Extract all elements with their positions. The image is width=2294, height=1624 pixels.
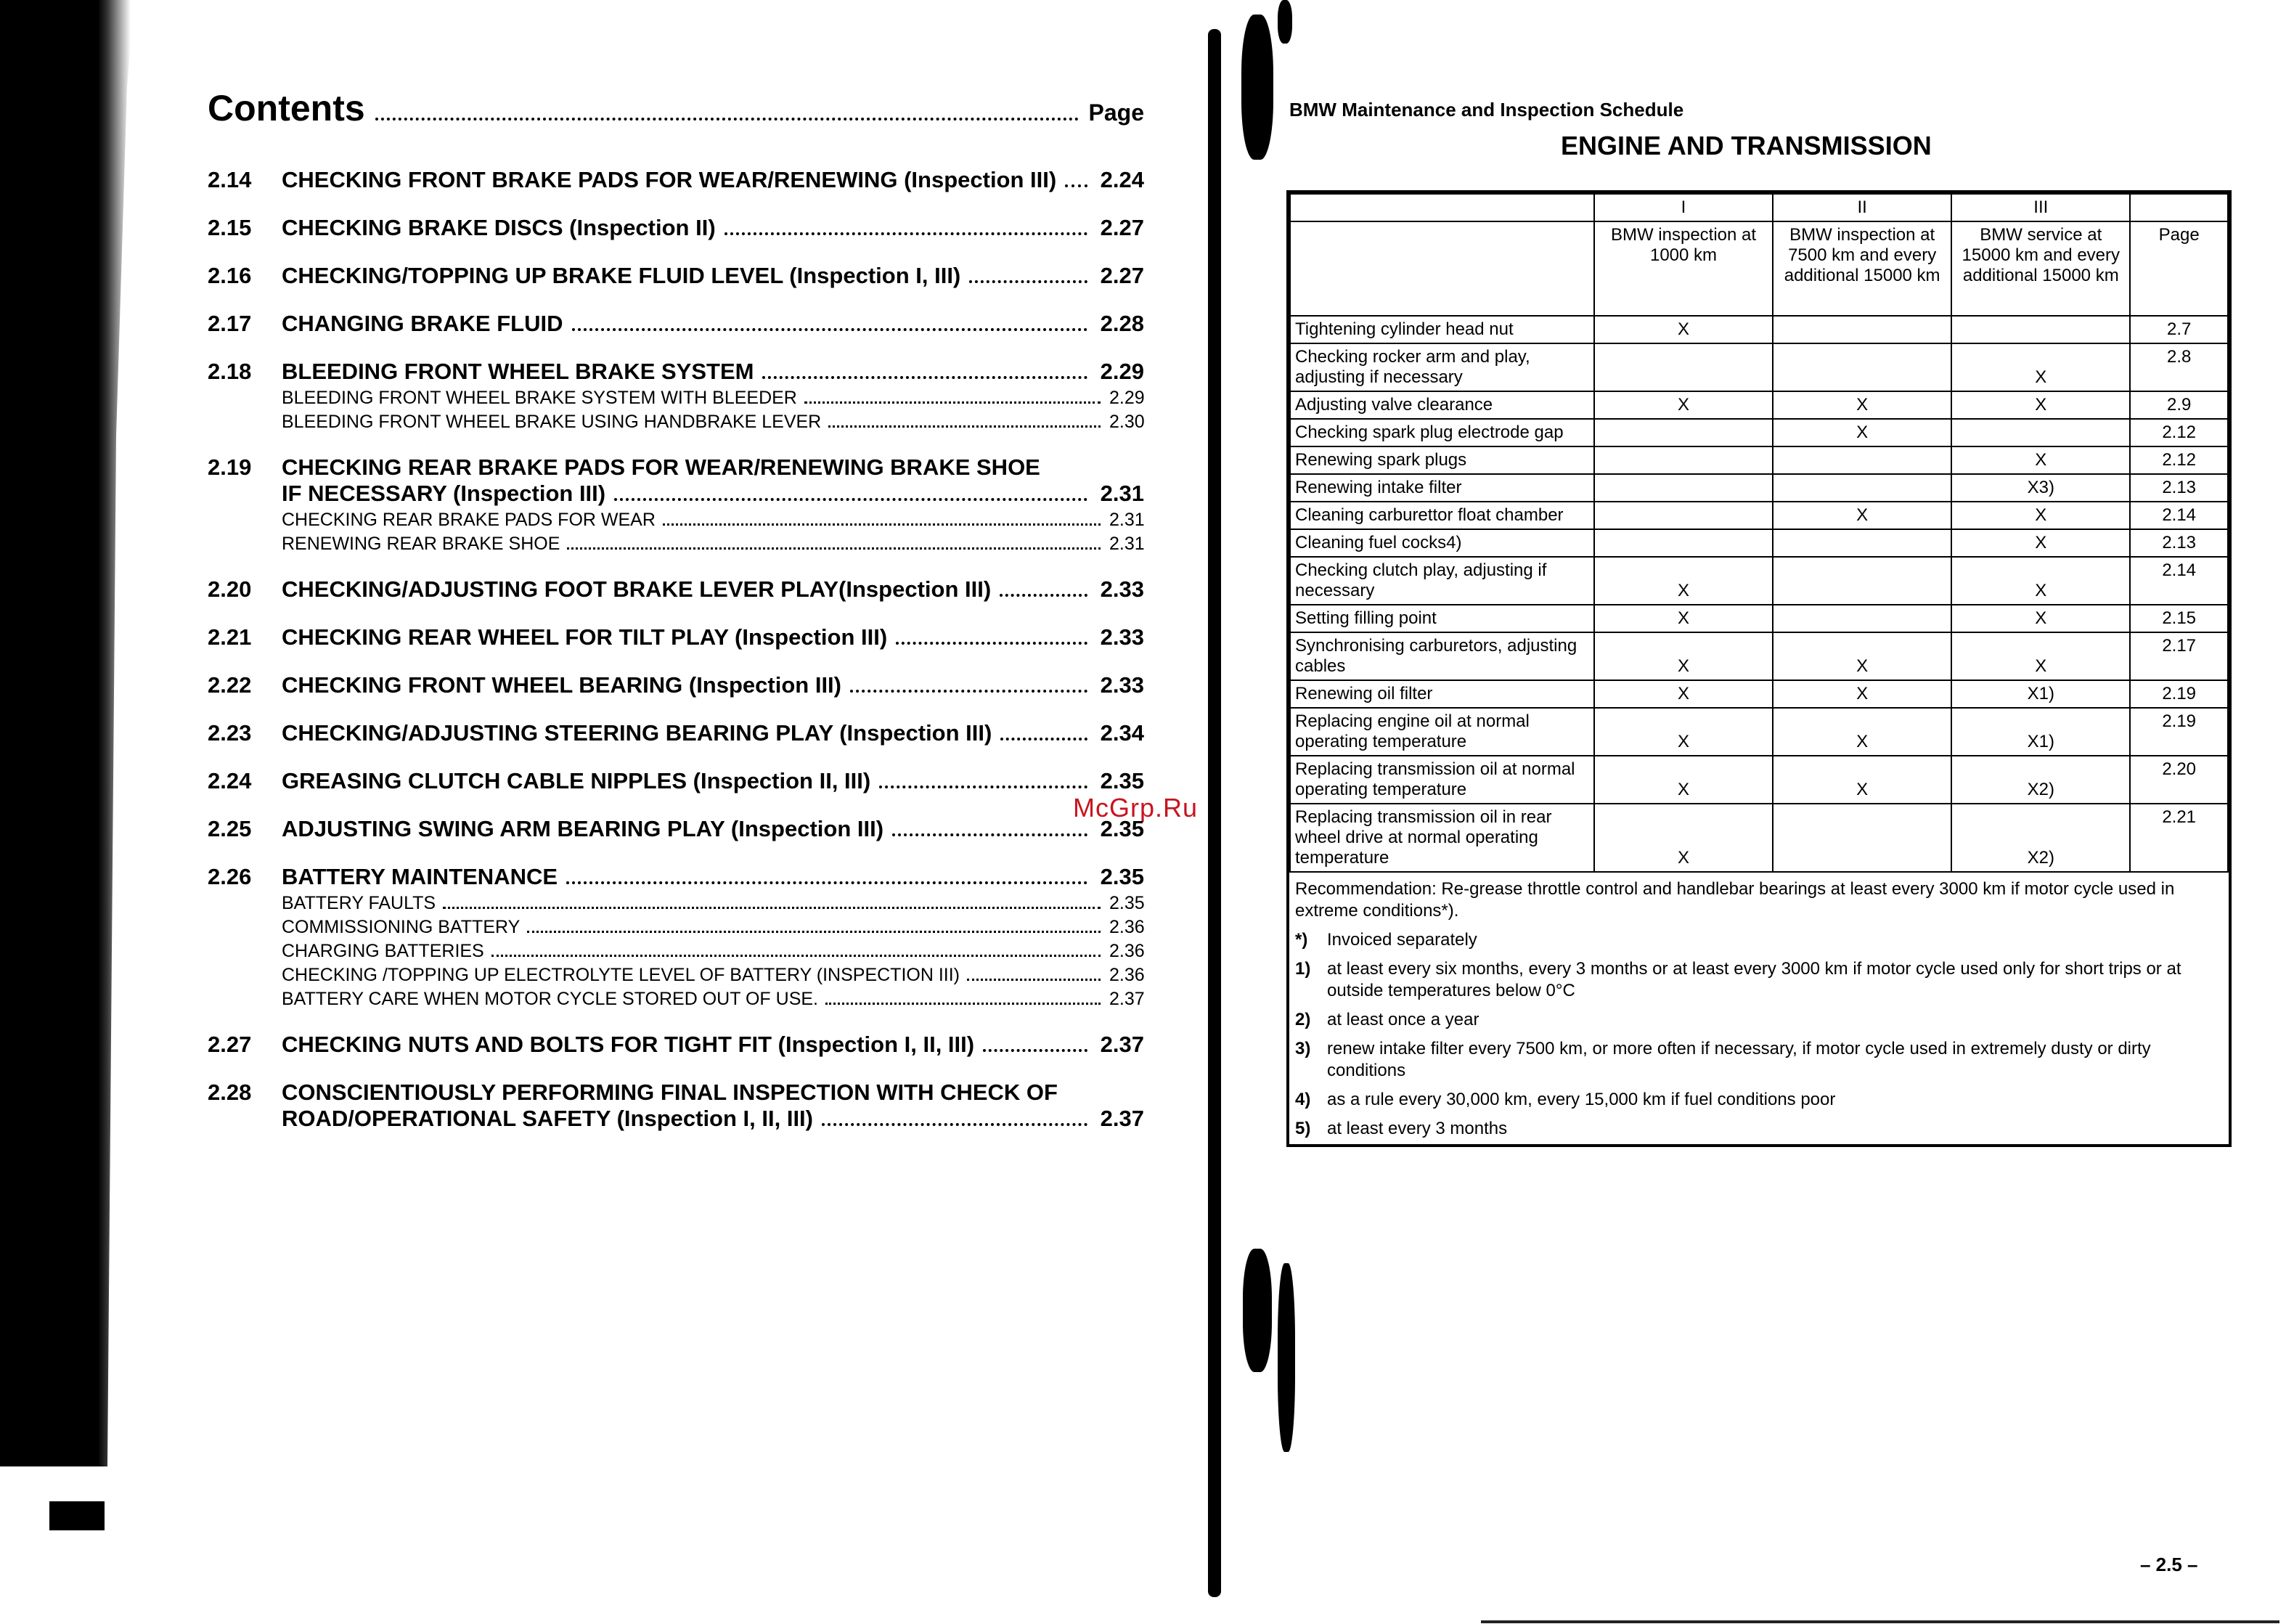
page-cell: 2.15 <box>2130 605 2228 632</box>
contents-entries <box>208 167 1144 1132</box>
dot-leader <box>527 931 1101 933</box>
toc-entry-page: 2.35 <box>1100 768 1144 793</box>
toc-entry-title: CONSCIENTIOUSLY PERFORMING FINAL INSPECTION WITH CHECK OF <box>282 1080 1058 1105</box>
task-cell: Setting filling point <box>1290 605 1594 632</box>
dot-leader <box>1000 738 1087 740</box>
toc-entry <box>208 816 1144 842</box>
inspection-1-cell: X <box>1594 391 1773 419</box>
task-cell: Cleaning carburettor float chamber <box>1290 502 1594 529</box>
toc-entry <box>208 672 1144 698</box>
toc-subentry <box>282 534 1144 555</box>
toc-entry <box>208 720 1144 746</box>
toc-entry-number: 2.27 <box>208 1032 252 1057</box>
task-cell: Checking rocker arm and play, adjusting if necessary <box>1290 343 1594 391</box>
toc-entry-page: 2.27 <box>1100 215 1144 240</box>
service-3-cell: X <box>1951 391 2130 419</box>
toc-entry-title: BATTERY MAINTENANCE <box>282 864 558 889</box>
toc-entry-title: CHECKING FRONT WHEEL BEARING (Inspection III) <box>282 672 841 698</box>
toc-entry-title: CHECKING/ADJUSTING STEERING BEARING PLAY (Inspection III) <box>282 720 992 746</box>
dot-leader <box>967 979 1101 981</box>
service-3-cell: X <box>1951 605 2130 632</box>
toc-entry-number: 2.26 <box>208 864 252 889</box>
toc-subentry <box>282 989 1144 1010</box>
footnote <box>1295 1038 2223 1082</box>
scan-blot <box>1241 15 1273 160</box>
inspection-2-cell: X <box>1773 756 1951 804</box>
inspection-1-cell <box>1594 529 1773 557</box>
schedule-table <box>1289 193 2229 873</box>
schedule-row <box>1290 605 2228 632</box>
dot-leader <box>724 232 1087 235</box>
toc-subentry-page: 2.30 <box>1109 412 1145 432</box>
dot-leader <box>896 642 1087 645</box>
schedule-row <box>1290 474 2228 502</box>
footnote-mark: 4) <box>1295 1090 1311 1109</box>
toc-subentry-title: CHECKING REAR BRAKE PADS FOR WEAR <box>282 510 656 530</box>
schedule-row <box>1290 708 2228 756</box>
footnote-mark: *) <box>1295 930 1308 950</box>
contents-title: Contents <box>208 88 365 128</box>
scan-blot <box>1243 1249 1272 1372</box>
dot-leader <box>822 1123 1087 1126</box>
inspection-2-cell <box>1773 316 1951 343</box>
inspection-1-cell <box>1594 474 1773 502</box>
schedule-header: BMW Maintenance and Inspection Schedule <box>1289 99 1684 121</box>
inspection-2-cell <box>1773 446 1951 474</box>
toc-entry-number: 2.25 <box>208 816 252 841</box>
toc-entry-number: 2.28 <box>208 1080 252 1105</box>
dot-leader <box>969 280 1087 283</box>
toc-subentry <box>282 941 1144 962</box>
toc-entry-page: 2.35 <box>1100 816 1144 841</box>
footnotes <box>1295 929 2223 1140</box>
col-head: BMW inspection at 1000 km <box>1594 221 1773 316</box>
col-head: Page <box>2130 221 2228 316</box>
schedule-notes <box>1289 873 2229 1144</box>
schedule-row <box>1290 632 2228 680</box>
inspection-2-cell <box>1773 804 1951 872</box>
toc-subentry <box>282 893 1144 914</box>
toc-entry-title: CHECKING NUTS AND BOLTS FOR TIGHT FIT (Inspection I, II, III) <box>282 1032 975 1057</box>
inspection-2-cell <box>1773 474 1951 502</box>
page-cell: 2.20 <box>2130 756 2228 804</box>
schedule-row <box>1290 343 2228 391</box>
inspection-1-cell <box>1594 419 1773 446</box>
task-cell: Checking spark plug electrode gap <box>1290 419 1594 446</box>
toc-entry-title-continued: IF NECESSARY (Inspection III) <box>282 481 606 506</box>
toc-subentry-page: 2.31 <box>1109 510 1145 530</box>
scan-edge-mark <box>49 1501 105 1530</box>
schedule-row <box>1290 419 2228 446</box>
toc-subentry-page: 2.37 <box>1109 989 1145 1009</box>
page-cell: 2.12 <box>2130 446 2228 474</box>
page-cell: 2.8 <box>2130 343 2228 391</box>
footnote <box>1295 958 2223 1002</box>
inspection-2-cell <box>1773 557 1951 605</box>
toc-entry-title: BLEEDING FRONT WHEEL BRAKE SYSTEM <box>282 359 754 384</box>
dot-leader <box>443 907 1101 909</box>
scan-bottom-rule <box>1481 1620 2279 1623</box>
dot-leader <box>614 498 1087 501</box>
scan-blot <box>1278 0 1292 44</box>
task-cell: Tightening cylinder head nut <box>1290 316 1594 343</box>
toc-entry-page: 2.27 <box>1100 263 1144 288</box>
schedule-row <box>1290 804 2228 872</box>
page-cell: 2.13 <box>2130 474 2228 502</box>
inspection-2-cell: X <box>1773 391 1951 419</box>
toc-entry-number: 2.16 <box>208 263 252 288</box>
col-number: II <box>1773 194 1951 221</box>
toc-subentry-title: BLEEDING FRONT WHEEL BRAKE USING HANDBRAKE LEVER <box>282 412 822 432</box>
toc-entry <box>208 1080 1144 1132</box>
inspection-1-cell: X <box>1594 708 1773 756</box>
dot-leader <box>1000 594 1087 597</box>
inspection-1-cell: X <box>1594 632 1773 680</box>
scan-left-edge <box>0 0 131 1466</box>
toc-entry <box>208 576 1144 603</box>
footnote-text: at least once a year <box>1327 1010 1479 1029</box>
toc-entry-page: 2.33 <box>1100 672 1144 698</box>
task-cell: Replacing engine oil at normal operating temperature <box>1290 708 1594 756</box>
toc-entry-number: 2.19 <box>208 454 252 480</box>
toc-subentry-title: BATTERY CARE WHEN MOTOR CYCLE STORED OUT OF USE. <box>282 989 819 1009</box>
contents-header <box>208 87 1144 145</box>
inspection-2-cell <box>1773 605 1951 632</box>
dot-leader <box>879 786 1087 788</box>
toc-subentry-page: 2.35 <box>1109 893 1145 913</box>
toc-subentry-title: COMMISSIONING BATTERY <box>282 917 521 937</box>
footnote-text: at least every six months, every 3 months or at least every 3000 km if motor cycle used only for short trips or at outside temperatures below 0°C <box>1327 959 2181 1000</box>
col-number: I <box>1594 194 1773 221</box>
toc-entry-title: CHECKING REAR BRAKE PADS FOR WEAR/RENEWING BRAKE SHOE <box>282 454 1040 480</box>
service-3-cell: X <box>1951 502 2130 529</box>
toc-entry <box>208 167 1144 193</box>
toc-subentry-page: 2.36 <box>1109 917 1145 937</box>
task-cell: Cleaning fuel cocks4) <box>1290 529 1594 557</box>
service-3-cell: X1) <box>1951 680 2130 708</box>
toc-entry-page: 2.24 <box>1100 167 1144 192</box>
toc-subentry <box>282 388 1144 409</box>
inspection-1-cell: X <box>1594 605 1773 632</box>
contents-page <box>208 87 1144 1132</box>
task-cell: Synchronising carburetors, adjusting cables <box>1290 632 1594 680</box>
dot-leader <box>567 547 1101 550</box>
schedule-row <box>1290 529 2228 557</box>
toc-entry-number: 2.24 <box>208 768 252 793</box>
schedule-rows <box>1290 316 2228 872</box>
inspection-2-cell: X <box>1773 419 1951 446</box>
toc-entry-page: 2.37 <box>1100 1106 1144 1131</box>
toc-entry <box>208 624 1144 650</box>
toc-subentry-page: 2.36 <box>1109 965 1145 985</box>
task-cell: Renewing oil filter <box>1290 680 1594 708</box>
toc-entry-number: 2.14 <box>208 167 252 192</box>
dot-leader <box>491 955 1101 957</box>
service-3-cell: X <box>1951 343 2130 391</box>
toc-subentry-page: 2.36 <box>1109 941 1145 961</box>
task-cell: Renewing intake filter <box>1290 474 1594 502</box>
col-number: III <box>1951 194 2130 221</box>
toc-entry <box>208 263 1144 289</box>
page-cell: 2.14 <box>2130 502 2228 529</box>
toc-entry-page: 2.33 <box>1100 624 1144 650</box>
inspection-1-cell: X <box>1594 557 1773 605</box>
task-cell: Adjusting valve clearance <box>1290 391 1594 419</box>
toc-subentry <box>282 965 1144 986</box>
toc-subentry <box>282 412 1144 433</box>
service-3-cell: X1) <box>1951 708 2130 756</box>
schedule-row <box>1290 502 2228 529</box>
service-3-cell: X <box>1951 446 2130 474</box>
footnote <box>1295 1009 2223 1031</box>
schedule-row <box>1290 557 2228 605</box>
toc-entry-title: CHECKING/TOPPING UP BRAKE FLUID LEVEL (Inspection I, III) <box>282 263 961 288</box>
inspection-2-cell: X <box>1773 708 1951 756</box>
task-cell: Checking clutch play, adjusting if necessary <box>1290 557 1594 605</box>
service-3-cell: X <box>1951 529 2130 557</box>
toc-subentry-page: 2.31 <box>1109 534 1145 554</box>
column-number-row <box>1290 194 2228 221</box>
service-3-cell: X <box>1951 557 2130 605</box>
footnote-mark: 2) <box>1295 1010 1311 1029</box>
toc-subentry-title: CHARGING BATTERIES <box>282 941 484 961</box>
toc-entry-page: 2.28 <box>1100 311 1144 336</box>
toc-entry-number: 2.15 <box>208 215 252 240</box>
schedule-title: ENGINE AND TRANSMISSION <box>1561 131 1932 160</box>
service-3-cell <box>1951 419 2130 446</box>
page-cell: 2.9 <box>2130 391 2228 419</box>
toc-entry <box>208 359 1144 433</box>
toc-entry-page: 2.33 <box>1100 576 1144 602</box>
toc-entry-title: GREASING CLUTCH CABLE NIPPLES (Inspection II, III) <box>282 768 871 793</box>
toc-entry-number: 2.21 <box>208 624 252 650</box>
col-head: BMW service at 15000 km and every additional 15000 km <box>1951 221 2130 316</box>
dot-leader <box>850 690 1087 693</box>
toc-entry-title: CHECKING/ADJUSTING FOOT BRAKE LEVER PLAY(Inspection III) <box>282 576 992 602</box>
schedule-row <box>1290 446 2228 474</box>
schedule-row <box>1290 391 2228 419</box>
footnote-text: as a rule every 30,000 km, every 15,000 km if fuel conditions poor <box>1327 1090 1836 1109</box>
toc-entry-page: 2.29 <box>1100 359 1144 384</box>
dot-leader <box>566 881 1087 884</box>
dot-leader <box>762 376 1087 379</box>
toc-entry <box>208 215 1144 241</box>
toc-entry-title-continued: ROAD/OPERATIONAL SAFETY (Inspection I, II, III) <box>282 1106 813 1131</box>
toc-entry <box>208 768 1144 794</box>
dot-leader <box>828 425 1101 428</box>
page-cell: 2.17 <box>2130 632 2228 680</box>
inspection-2-cell <box>1773 529 1951 557</box>
page-cell: 2.13 <box>2130 529 2228 557</box>
task-cell: Renewing spark plugs <box>1290 446 1594 474</box>
toc-entry-title: ADJUSTING SWING ARM BEARING PLAY (Inspection III) <box>282 816 884 841</box>
footnote <box>1295 929 2223 951</box>
footnote-text: Invoiced separately <box>1327 930 1477 950</box>
footnote <box>1295 1118 2223 1140</box>
toc-subentry <box>282 917 1144 938</box>
toc-entry-number: 2.20 <box>208 576 252 602</box>
dot-leader <box>572 328 1087 331</box>
page-cell: 2.19 <box>2130 680 2228 708</box>
footnote-mark: 1) <box>1295 959 1311 979</box>
toc-entry <box>208 454 1144 555</box>
footnote-text: renew intake filter every 7500 km, or more often if necessary, if motor cycle used in extremely dusty or dirty conditions <box>1327 1039 2151 1080</box>
toc-entry-page: 2.35 <box>1100 864 1144 889</box>
toc-entry-number: 2.22 <box>208 672 252 698</box>
toc-subentry-title: BLEEDING FRONT WHEEL BRAKE SYSTEM WITH BLEEDER <box>282 388 797 408</box>
toc-entry-number: 2.18 <box>208 359 252 384</box>
dot-leader <box>825 1003 1101 1005</box>
toc-entry-page: 2.37 <box>1100 1032 1144 1057</box>
toc-subentry <box>282 510 1144 531</box>
inspection-2-cell: X <box>1773 632 1951 680</box>
inspection-1-cell: X <box>1594 316 1773 343</box>
book-spine <box>1208 29 1221 1597</box>
page-cell: 2.12 <box>2130 419 2228 446</box>
inspection-2-cell: X <box>1773 680 1951 708</box>
toc-subentry-title: BATTERY FAULTS <box>282 893 436 913</box>
toc-entry-page: 2.31 <box>1100 481 1144 506</box>
page-cell: 2.7 <box>2130 316 2228 343</box>
footnote-mark: 5) <box>1295 1119 1311 1138</box>
toc-entry-page: 2.34 <box>1100 720 1144 746</box>
task-cell: Replacing transmission oil in rear wheel drive at normal operating temperature <box>1290 804 1594 872</box>
dot-leader <box>375 118 1079 121</box>
schedule-row <box>1290 756 2228 804</box>
page-cell: 2.14 <box>2130 557 2228 605</box>
scan-blot <box>1278 1263 1295 1452</box>
page-cell: 2.19 <box>2130 708 2228 756</box>
toc-subentry-title: RENEWING REAR BRAKE SHOE <box>282 534 560 554</box>
dot-leader <box>1065 184 1087 187</box>
toc-entry <box>208 311 1144 337</box>
task-cell: Replacing transmission oil at normal operating temperature <box>1290 756 1594 804</box>
service-3-cell: X2) <box>1951 756 2130 804</box>
page-cell: 2.21 <box>2130 804 2228 872</box>
service-3-cell: X2) <box>1951 804 2130 872</box>
service-3-cell <box>1951 316 2130 343</box>
toc-subentry-title: CHECKING /TOPPING UP ELECTROLYTE LEVEL OF BATTERY (INSPECTION III) <box>282 965 960 985</box>
schedule-row <box>1290 316 2228 343</box>
service-3-cell: X <box>1951 632 2130 680</box>
dot-leader <box>663 523 1101 526</box>
toc-entry-title: CHECKING FRONT BRAKE PADS FOR WEAR/RENEWING (Inspection III) <box>282 167 1057 192</box>
toc-entry-title: CHECKING BRAKE DISCS (Inspection II) <box>282 215 716 240</box>
inspection-1-cell: X <box>1594 756 1773 804</box>
toc-entry-title: CHECKING REAR WHEEL FOR TILT PLAY (Inspection III) <box>282 624 888 650</box>
toc-subentry-page: 2.29 <box>1109 388 1145 408</box>
toc-entry <box>208 1032 1144 1058</box>
inspection-2-cell <box>1773 343 1951 391</box>
footnote <box>1295 1089 2223 1111</box>
dot-leader <box>892 833 1087 836</box>
inspection-1-cell: X <box>1594 804 1773 872</box>
inspection-1-cell <box>1594 343 1773 391</box>
inspection-2-cell: X <box>1773 502 1951 529</box>
inspection-1-cell <box>1594 446 1773 474</box>
recommendation: Recommendation: Re-grease throttle control and handlebar bearings at least every 3000 km if motor cycle used in extreme conditions*). <box>1295 879 2175 921</box>
schedule-table-frame <box>1286 190 2232 1147</box>
inspection-1-cell: X <box>1594 680 1773 708</box>
footnote-text: at least every 3 months <box>1327 1119 1508 1138</box>
service-3-cell: X3) <box>1951 474 2130 502</box>
toc-entry-title: CHANGING BRAKE FLUID <box>282 311 563 336</box>
footnote-mark: 3) <box>1295 1039 1311 1058</box>
toc-entry-number: 2.23 <box>208 720 252 746</box>
dot-leader <box>804 401 1101 404</box>
dot-leader <box>983 1049 1087 1052</box>
inspection-1-cell <box>1594 502 1773 529</box>
page-column-label: Page <box>1088 99 1144 126</box>
column-header-row <box>1290 221 2228 316</box>
watermark: McGrp.Ru <box>1073 793 1199 823</box>
toc-entry-number: 2.17 <box>208 311 252 336</box>
schedule-row <box>1290 680 2228 708</box>
page-number: – 2.5 – <box>2140 1554 2198 1575</box>
col-head: BMW inspection at 7500 km and every additional 15000 km <box>1773 221 1951 316</box>
toc-entry <box>208 864 1144 1010</box>
